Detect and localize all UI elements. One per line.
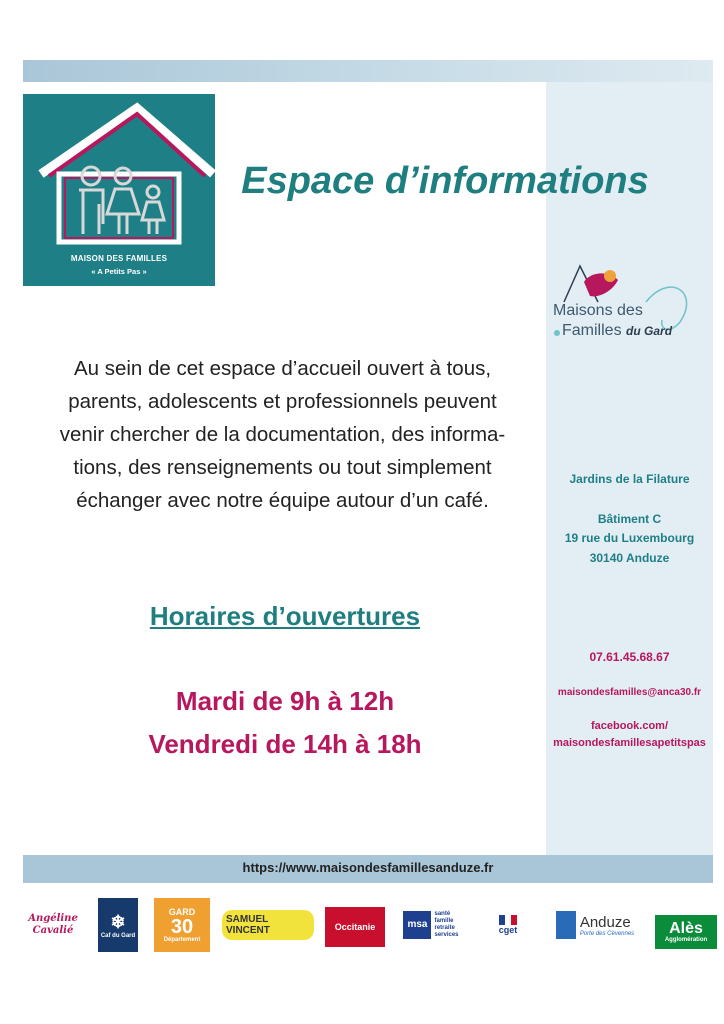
address-building: Bâtiment C xyxy=(597,512,662,526)
website-link[interactable]: https://www.maisondesfamillesanduze.fr xyxy=(242,860,494,875)
partner-msa xyxy=(396,898,466,952)
email-link[interactable]: maisondesfamilles@anca30.fr xyxy=(557,687,702,698)
msa-text xyxy=(434,911,458,939)
caf-label: Caf du Gard xyxy=(100,932,136,939)
msa-line: famille xyxy=(434,918,454,924)
partner-angeline-cavalie xyxy=(25,898,81,952)
logo-title: MAISON DES FAMILLES xyxy=(70,254,168,263)
side-logo-line1: Maisons des xyxy=(553,302,643,319)
intro-text xyxy=(30,352,535,517)
samuel-label: SAMUEL VINCENT xyxy=(222,910,314,940)
partner-anduze xyxy=(548,898,642,952)
hours-friday: Vendredi de 14h à 18h xyxy=(148,729,422,759)
partner-samuel-vincent xyxy=(222,898,314,952)
address-street: 19 rue du Luxembourg xyxy=(564,531,695,545)
anduze-crest-icon xyxy=(556,911,576,939)
maison-des-familles-logo xyxy=(23,94,215,286)
side-logo-familles: Familles xyxy=(562,322,622,339)
msa-line: retraite xyxy=(434,925,455,931)
french-flag-icon xyxy=(499,915,517,925)
partner-ales xyxy=(655,915,717,949)
ales-sub: Agglomération xyxy=(664,937,708,943)
anduze-sub: Porte des Cévennes xyxy=(579,930,635,937)
cget-label: cget xyxy=(498,925,518,935)
gard-label: GARD xyxy=(168,907,196,917)
anduze-label: Anduze xyxy=(579,913,631,931)
side-logo-gard: du Gard xyxy=(626,324,673,338)
msa-line: santé xyxy=(434,911,451,917)
intro-line: échanger avec notre équipe autour d’un café. xyxy=(76,489,489,512)
anduze-text xyxy=(580,914,634,937)
facebook-link-line1[interactable]: facebook.com/ xyxy=(590,720,669,732)
hours-title: Horaires d’ouvertures xyxy=(149,601,421,631)
msa-line: services xyxy=(434,932,459,938)
partner-caf xyxy=(98,898,138,952)
top-band xyxy=(23,60,713,82)
angeline-label: Angéline Cavalié xyxy=(28,913,78,936)
gard-number: 30 xyxy=(170,916,194,938)
partner-gard-30 xyxy=(154,898,210,952)
snowflake-icon: ❄ xyxy=(110,911,126,932)
occitanie-label: Occitanie xyxy=(334,922,376,932)
page-title: Espace d’informations xyxy=(241,160,649,202)
facebook-link-line2[interactable]: maisondesfamillesapetitspas xyxy=(553,737,706,749)
logo-subtitle: « A Petits Pas » xyxy=(91,267,147,276)
intro-line: parents, adolescents et professionnels peuvent xyxy=(68,390,497,413)
phone-number: 07.61.45.68.67 xyxy=(589,650,670,664)
intro-line: venir chercher de la documentation, des informa- xyxy=(59,423,506,446)
partner-occitanie xyxy=(325,907,385,947)
address-city: 30140 Anduze xyxy=(589,551,670,565)
side-logo-line2 xyxy=(562,322,672,340)
intro-line: Au sein de cet espace d’accueil ouvert à tous, xyxy=(73,357,492,380)
intro-line: tions, des renseignements ou tout simplement xyxy=(73,456,492,479)
msa-icon: msa xyxy=(403,911,431,939)
ales-label: Alès xyxy=(669,920,703,937)
partner-cget xyxy=(484,898,532,952)
gard-sub: Département xyxy=(163,937,201,943)
address-place: Jardins de la Filature xyxy=(569,472,690,486)
hours-tuesday: Mardi de 9h à 12h xyxy=(175,686,395,716)
